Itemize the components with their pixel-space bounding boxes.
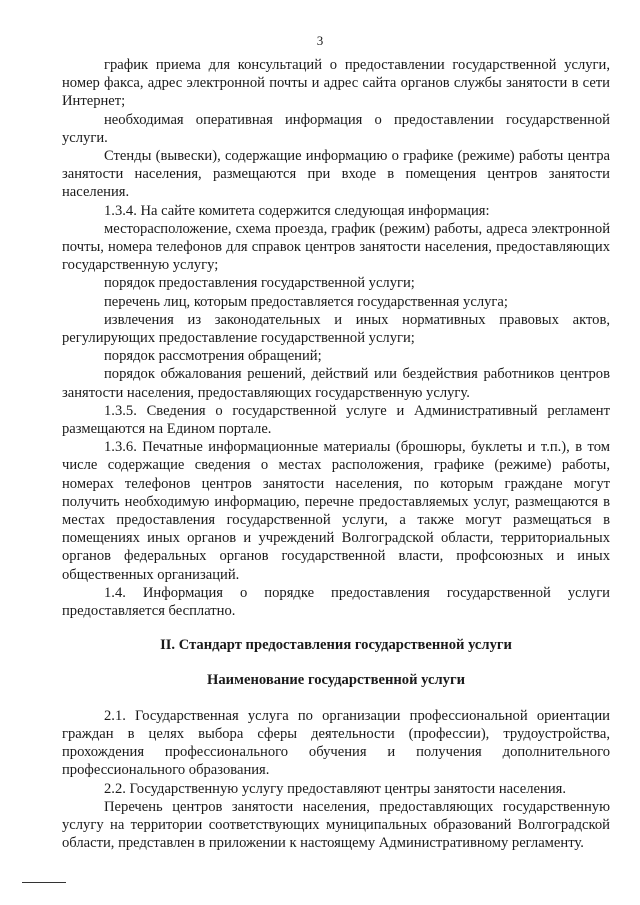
paragraph: 2.1. Государственная услуга по организации профессиональной ориентации граждан в целях выбора сферы деятельности (профессии), трудоустройства, прохождения профессионального обучения и получения дополнительного профессионального образования.	[62, 707, 610, 779]
paragraph: порядок обжалования решений, действий или бездействия работников центров занятости населения, предоставляющих государственную услугу.	[62, 366, 610, 401]
paragraph: порядок рассмотрения обращений;	[104, 348, 322, 365]
paragraph: 1.3.5. Сведения о государственной услуге и Административный регламент размещаются на Едином портале.	[62, 402, 610, 438]
paragraph: порядок предоставления государственной услуги;	[104, 275, 415, 292]
paragraph: 1.3.6. Печатные информационные материалы (брошюры, буклеты и т.п.), в том числе содержащие сведения о местах расположения, графике (режиме) работы, номерах телефонов центров занятости населения, по которым граждане могут получить необходимую информацию, перечне предоставляемых услуг, размещаются в местах предоставления государственной услуги, а также могут размещаться в помещениях иных органов и учреждений Волгоградской области, территориальных органов федеральных органов государственной власти, профсоюзных и иных общественных организаций.	[62, 439, 610, 583]
paragraph: месторасположение, схема проезда, график (режим) работы, адреса электронной почты, номера телефонов для справок центров занятости населения, предоставляющих государственную услугу;	[62, 220, 610, 274]
footnote-separator	[22, 882, 66, 883]
document-body	[62, 56, 610, 852]
subsection-heading: Наименование государственной услуги	[207, 671, 465, 688]
paragraph: необходимая оперативная информация о предоставлении государственной услуги.	[62, 111, 610, 146]
paragraph: Перечень центров занятости населения, предоставляющих государственную услугу на территории соответствующих муниципальных образований Волгоградской области, представлен в приложении к настоящему Административному регламенту.	[62, 798, 610, 852]
paragraph: график приема для консультаций о предоставлении государственной услуги, номер факса, адрес электронной почты и адрес сайта органов службы занятости в сети Интернет;	[62, 57, 610, 110]
paragraph: 1.4. Информация о порядке предоставления государственной услуги предоставляется бесплатно.	[62, 584, 610, 620]
paragraph: перечень лиц, которым предоставляется государственная услуга;	[104, 293, 508, 310]
paragraph: извлечения из законодательных и иных нормативных правовых актов, регулирующих предоставление государственной услуги;	[62, 311, 610, 347]
page-number: 3	[316, 33, 324, 48]
paragraph: 1.3.4. На сайте комитета содержится следующая информация:	[104, 202, 490, 219]
paragraph: 2.2. Государственную услугу предоставляют центры занятости населения.	[104, 780, 567, 797]
section-heading: II. Стандарт предоставления государственной услуги	[160, 637, 512, 654]
paragraph: Стенды (вывески), содержащие информацию о графике (режиме) работы центра занятости населения, размещаются при входе в помещения центров занятости населения.	[62, 148, 610, 201]
